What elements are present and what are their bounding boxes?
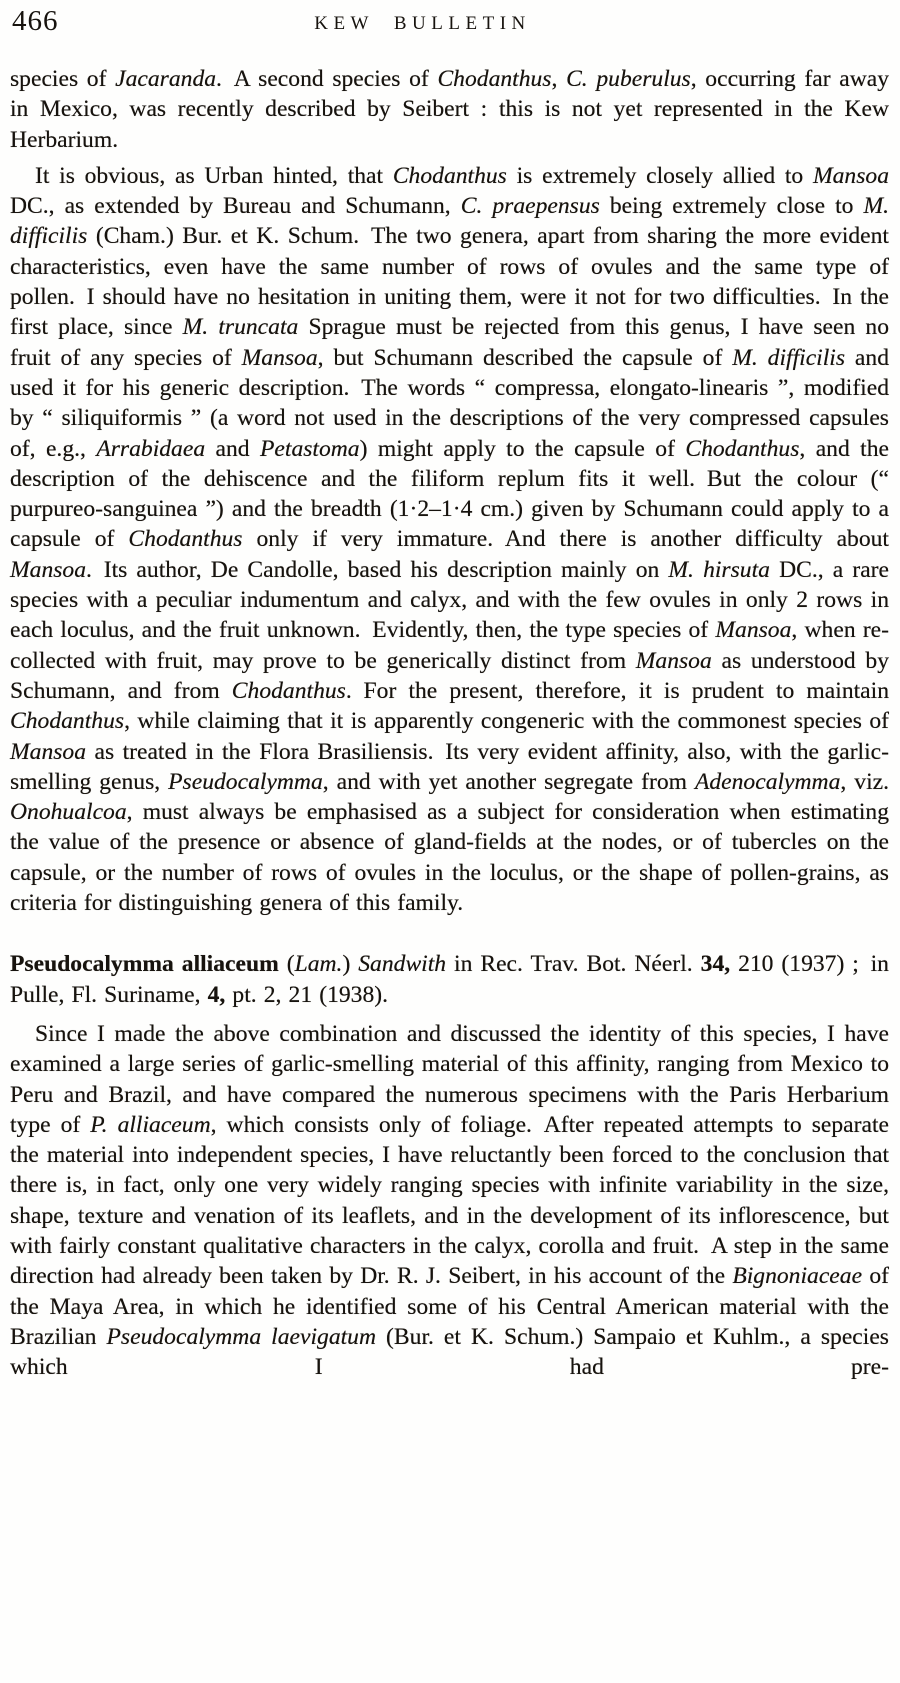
continuation-paragraph: species of Jacaranda. A second species of Chodanthus, C. puberulus, occurring far away in Mexico, was recently described by Seibert : this is not yet represented in the Kew Herbarium. xyxy=(10,66,890,153)
discussion-paragraph: It is obvious, as Urban hinted, that Chodanthus is extremely closely allied to Mansoa DC., as extended by Bureau and Schumann, C. praepensus being extremely close to M. difficilis (Cham.) Bur. et K. Schum. The two genera, apart from sharing the more evident characteristics, even have the same number of rows of ovules and the same type of pollen. I should have no hesitation in uniting them, were it not for two difficulties. In the first place, since M. truncata Sprague must be rejected from this genus, I have seen no fruit of any species of Mansoa, but Schumann described the capsule of M. difficilis and used it for his generic description. The words “ compressa, elongato-linearis ”, modified by “ siliquiformis ” (a word not used in the descriptions of the very compressed capsules of, e.g., Arrabidaea and Petastoma) might apply to the capsule of Chodanthus, and the description of the dehiscence and the filiform replum fits it well. But the colour (“ purpureo-sanguinea ”) and the breadth (1·2–1·4 cm.) given by Schumann could apply to a capsule of Chodanthus only if very immature. And there is another difficulty about Mansoa. Its author, De Candolle, based his description mainly on M. hirsuta DC., a rare species with a peculiar indumentum and calyx, and with the few ovules in only 2 rows in each loculus, and the fruit unknown. Evidently, then, the type species of Mansoa, when re-collected with fruit, may prove to be generically distinct from Mansoa as understood by Schumann, and from Chodanthus. For the present, therefore, it is prudent to maintain Chodanthus, while claiming that it is apparently congeneric with the commonest species of Mansoa as treated in the Flora Brasiliensis. Its very evident affinity, also, with the garlic-smelling genus, Pseudocalymma, and with yet another segregate from Adenocalymma, viz. Onohualcoa, must always be emphasised as a subject for consideration when estimating the value of the presence or absence of gland-fields at the nodes, or of tubercles on the capsule, or the number of rows of ovules in the loculus, or the shape of pollen-grains, as criteria for distinguishing genera of this family. xyxy=(10,162,890,917)
running-title: KEW BULLETIN xyxy=(314,13,531,34)
page-number: 466 xyxy=(12,5,59,37)
page-header xyxy=(10,5,889,38)
species-heading: Pseudocalymma alliaceum (Lam.) Sandwith in Rec. Trav. Bot. Néerl. 34, 210 (1937) ; in Pulle, Fl. Suriname, 4, pt. 2, 21 (1938). xyxy=(10,951,889,1008)
article-body xyxy=(10,64,889,1382)
species-paragraph: Since I made the above combination and discussed the identity of this species, I have examined a large series of garlic-smelling material of this affinity, ranging from Mexico to Peru and Brazil, and have compared the numerous specimens with the Paris Herbarium type of P. alliaceum, which consists only of foliage. After repeated attempts to separate the material into independent species, I have reluctantly been forced to the conclusion that there is, in fact, only one very widely ranging species with infinite variability in the size, shape, texture and venation of its leaflets, and in the development of its inflorescence, but with fairly constant qualitative characters in the calyx, corolla and fruit. A step in the same direction had already been taken by Dr. R. J. Seibert, in his account of the Bignoniaceae of the Maya Area, in which he identified some of his Central American material with the Brazilian Pseudocalymma laevigatum (Bur. et K. Schum.) Sampaio et Kuhlm., a species which I had pre- xyxy=(10,1020,890,1381)
